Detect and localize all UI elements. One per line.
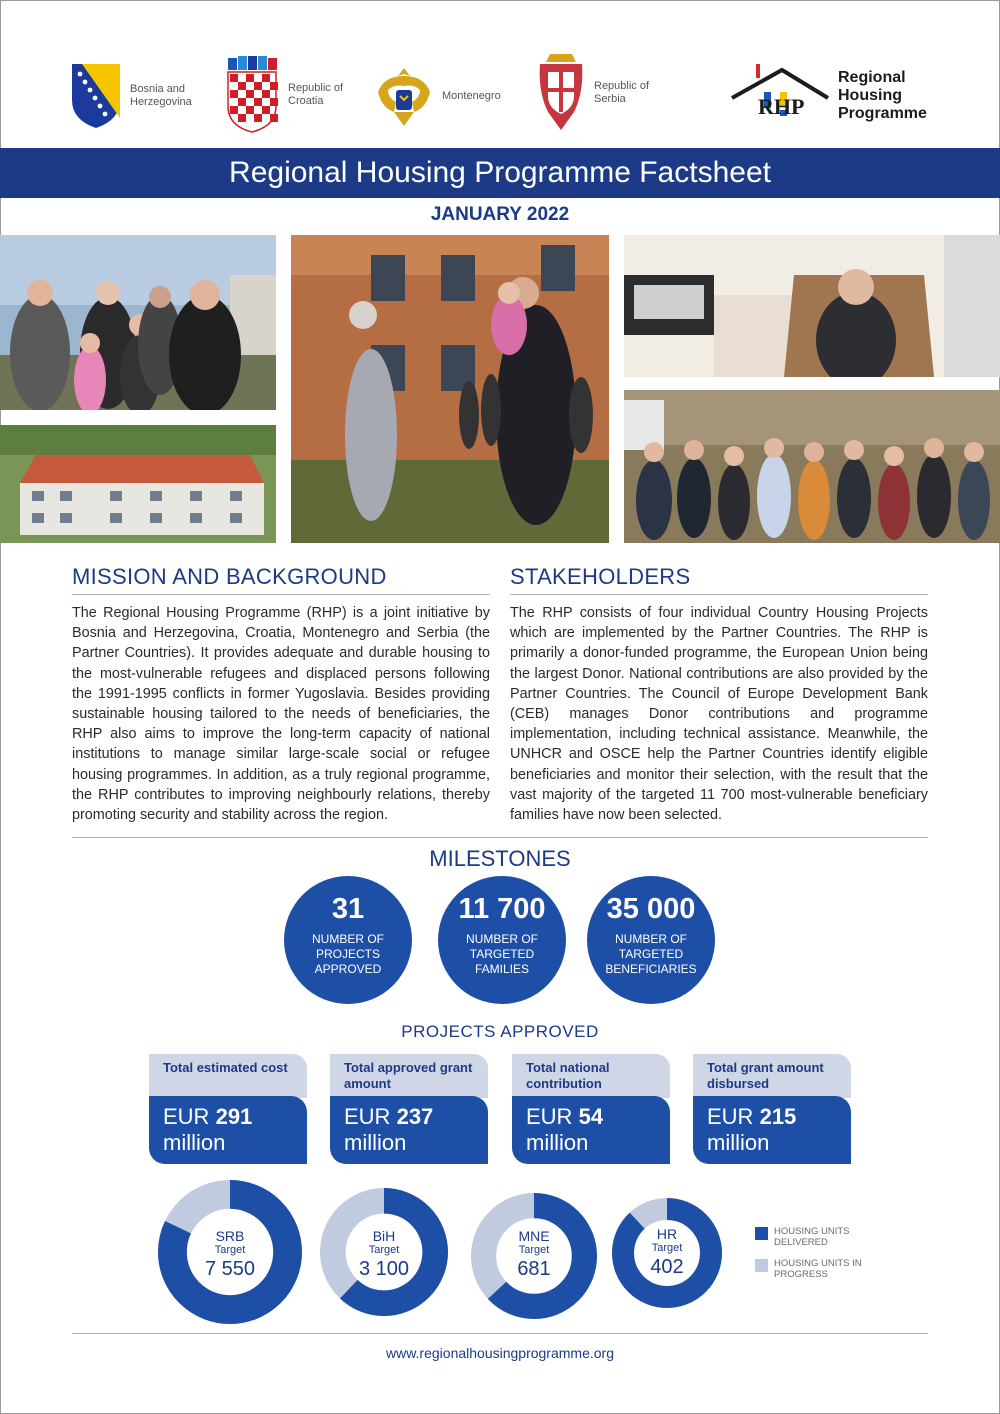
card-grant-amount-label: Total approved grant amount	[344, 1060, 473, 1091]
mission-rule	[72, 594, 490, 595]
card-national-contribution-label: Total national contribution	[526, 1060, 610, 1091]
rhp-mark: RHP	[758, 94, 805, 119]
legend-label-delivered: HOUSING UNITS DELIVERED	[774, 1226, 850, 1248]
rhp-caption-line2: Housing	[838, 87, 902, 104]
stakeholders-rule	[510, 594, 928, 595]
milestones-heading: MILESTONES	[429, 846, 571, 871]
card-total-cost-value-box	[149, 1096, 307, 1164]
croatia-caption	[288, 82, 343, 108]
card-grant-disbursed-unit: million	[707, 1130, 770, 1155]
website-link[interactable]: www.regionalhousingprogramme.org	[385, 1345, 614, 1361]
milestone-families-value: 11 700	[458, 893, 546, 925]
donut-hr-country: HR	[656, 1226, 678, 1242]
milestone-beneficiaries-label: NUMBER OF TARGETED BENEFICIARIES	[605, 932, 697, 976]
logo-montenegro	[374, 62, 501, 130]
serbia-caption-line1: Republic of	[594, 80, 650, 92]
logo-croatia	[224, 56, 343, 134]
milestone-projects-circle	[284, 876, 412, 1004]
milestones-rule	[72, 837, 928, 838]
donut-hr-target-label: Target	[651, 1242, 683, 1254]
donut-bih-target-value: 3 100	[358, 1258, 410, 1280]
donut-srb-target-label: Target	[214, 1244, 246, 1256]
donut-srb-target-value: 7 550	[204, 1258, 256, 1280]
rhp-house-logo-icon	[728, 62, 832, 122]
page-title: Regional Housing Programme Factsheet	[0, 148, 1000, 198]
donut-mne-label	[471, 1228, 597, 1281]
croatia-caption-line1: Republic of	[288, 82, 344, 94]
legend-swatch-in-progress	[755, 1259, 768, 1272]
milestone-projects-label: NUMBER OF PROJECTS APPROVED	[312, 932, 384, 976]
rhp-logo-caption	[838, 69, 927, 123]
card-total-cost-label-box	[149, 1054, 307, 1098]
donut-srb-label	[158, 1228, 302, 1281]
serbia-caption-line2: Serbia	[594, 93, 626, 105]
milestone-families-circle	[438, 876, 566, 1004]
photo-group-portrait	[0, 235, 276, 410]
croatia-coat-of-arms-icon	[224, 56, 280, 134]
card-total-cost-label: Total estimated cost	[163, 1060, 288, 1075]
milestone-beneficiaries-circle	[587, 876, 715, 1004]
card-national-contribution-label-box	[512, 1054, 670, 1098]
card-grant-disbursed-value-box	[693, 1096, 851, 1164]
card-national-contribution-unit: million	[526, 1130, 589, 1155]
photo-woman-living-room	[624, 235, 1000, 377]
card-total-cost-prefix: EUR	[163, 1104, 210, 1129]
card-grant-amount-label-box	[330, 1054, 488, 1098]
legend-item-delivered	[755, 1226, 869, 1248]
donut-bih-target-label: Target	[368, 1244, 400, 1256]
rhp-caption-line1: Regional	[838, 69, 906, 86]
footer-rule	[72, 1333, 928, 1334]
logo-bosnia	[70, 62, 192, 130]
card-grant-amount-amount	[344, 1104, 433, 1130]
bosnia-caption-line1: Bosnia and	[130, 83, 186, 95]
montenegro-coat-of-arms-icon	[374, 62, 434, 130]
donut-bih-label	[320, 1228, 448, 1281]
milestone-projects-value: 31	[331, 893, 365, 925]
photo-residents-outside	[291, 235, 609, 543]
milestone-beneficiaries-value: 35 000	[606, 893, 696, 925]
stakeholders-heading: STAKEHOLDERS	[510, 564, 691, 589]
donut-hr-target-value: 402	[650, 1256, 684, 1278]
serbia-caption	[594, 80, 649, 106]
rhp-caption-line3: Programme	[838, 105, 927, 122]
card-grant-disbursed-label-box	[693, 1054, 851, 1098]
card-grant-amount-prefix: EUR	[344, 1104, 391, 1129]
card-total-cost-value: 291	[215, 1104, 253, 1129]
montenegro-caption	[442, 90, 501, 103]
legend-item-in-progress	[755, 1258, 869, 1280]
donut-srb-country: SRB	[215, 1228, 245, 1244]
donut-hr-label	[612, 1226, 722, 1279]
legend-label-in-progress: HOUSING UNITS IN PROGRESS	[774, 1258, 862, 1280]
card-grant-amount-value-box	[330, 1096, 488, 1164]
factsheet-date: JANUARY 2022	[430, 204, 570, 225]
card-total-cost-unit: million	[163, 1130, 226, 1155]
donut-bih-country: BiH	[372, 1228, 396, 1244]
mission-body: The Regional Housing Programme (RHP) is a joint initiative by Bosnia and Herzegovina, Croatia, Montenegro and Serbia (the Partner Countries). It provides adequate and durable housing to the most-vulnerable refugees and displaced persons following the 1991-1995 conflicts in former Yugoslavia. Besides providing sustainable housing tailored to the needs of beneficiaries, the RHP also aims to improve the long-term capacity of national institutions to manage similar large-scale social or refugee housing programmes. In addition, as a truly regional programme, the RHP contributes to improving neighbourly relations, thereby promoting security and stability across the region.	[72, 605, 490, 824]
bosnia-caption	[130, 83, 192, 109]
donut-mne-target-label: Target	[518, 1244, 550, 1256]
card-grant-disbursed-prefix: EUR	[707, 1104, 754, 1129]
donut-legend	[755, 1226, 869, 1290]
logo-serbia	[536, 52, 649, 134]
montenegro-caption-line1: Montenegro	[442, 89, 501, 102]
bosnia-coat-of-arms-icon	[70, 62, 122, 130]
card-national-contribution-amount	[526, 1104, 603, 1130]
photo-apartment-building	[0, 425, 276, 543]
card-grant-disbursed-label: Total grant amount disbursed	[707, 1060, 824, 1091]
serbia-coat-of-arms-icon	[536, 52, 586, 134]
mission-heading: MISSION AND BACKGROUND	[72, 564, 387, 589]
photo-group-ceremony	[624, 390, 1000, 543]
card-national-contribution-value: 54	[578, 1104, 604, 1129]
milestone-families-label: NUMBER OF TARGETED FAMILIES	[466, 932, 538, 976]
card-total-cost-amount	[163, 1104, 252, 1130]
legend-swatch-delivered	[755, 1227, 768, 1240]
bosnia-caption-line2: Herzegovina	[130, 96, 192, 108]
card-national-contribution-prefix: EUR	[526, 1104, 573, 1129]
projects-approved-heading: PROJECTS APPROVED	[401, 1022, 599, 1041]
card-grant-amount-value: 237	[396, 1104, 434, 1129]
card-national-contribution-value-box	[512, 1096, 670, 1164]
stakeholders-body: The RHP consists of four individual Country Housing Projects which are implemented by the Partner Countries. The RHP is primarily a donor-funded programme, the European Union being the largest Donor. National contributions are also provided by the Partner Countries. The Council of Europe Development Bank (CEB) manages Donor contributions and programme implementation, including technical assistance. Meanwhile, the UNHCR and OSCE help the Partner Countries identify eligible beneficiaries and monitor their selection, with the result that the vast majority of the targeted 11 700 most-vulnerable beneficiary families have now been selected.	[510, 605, 928, 824]
card-grant-amount-unit: million	[344, 1130, 407, 1155]
donut-mne-target-value: 681	[517, 1258, 551, 1280]
card-grant-disbursed-value: 215	[759, 1104, 797, 1129]
donut-mne-country: MNE	[518, 1228, 550, 1244]
croatia-caption-line2: Croatia	[288, 95, 324, 107]
card-grant-disbursed-amount	[707, 1104, 796, 1130]
